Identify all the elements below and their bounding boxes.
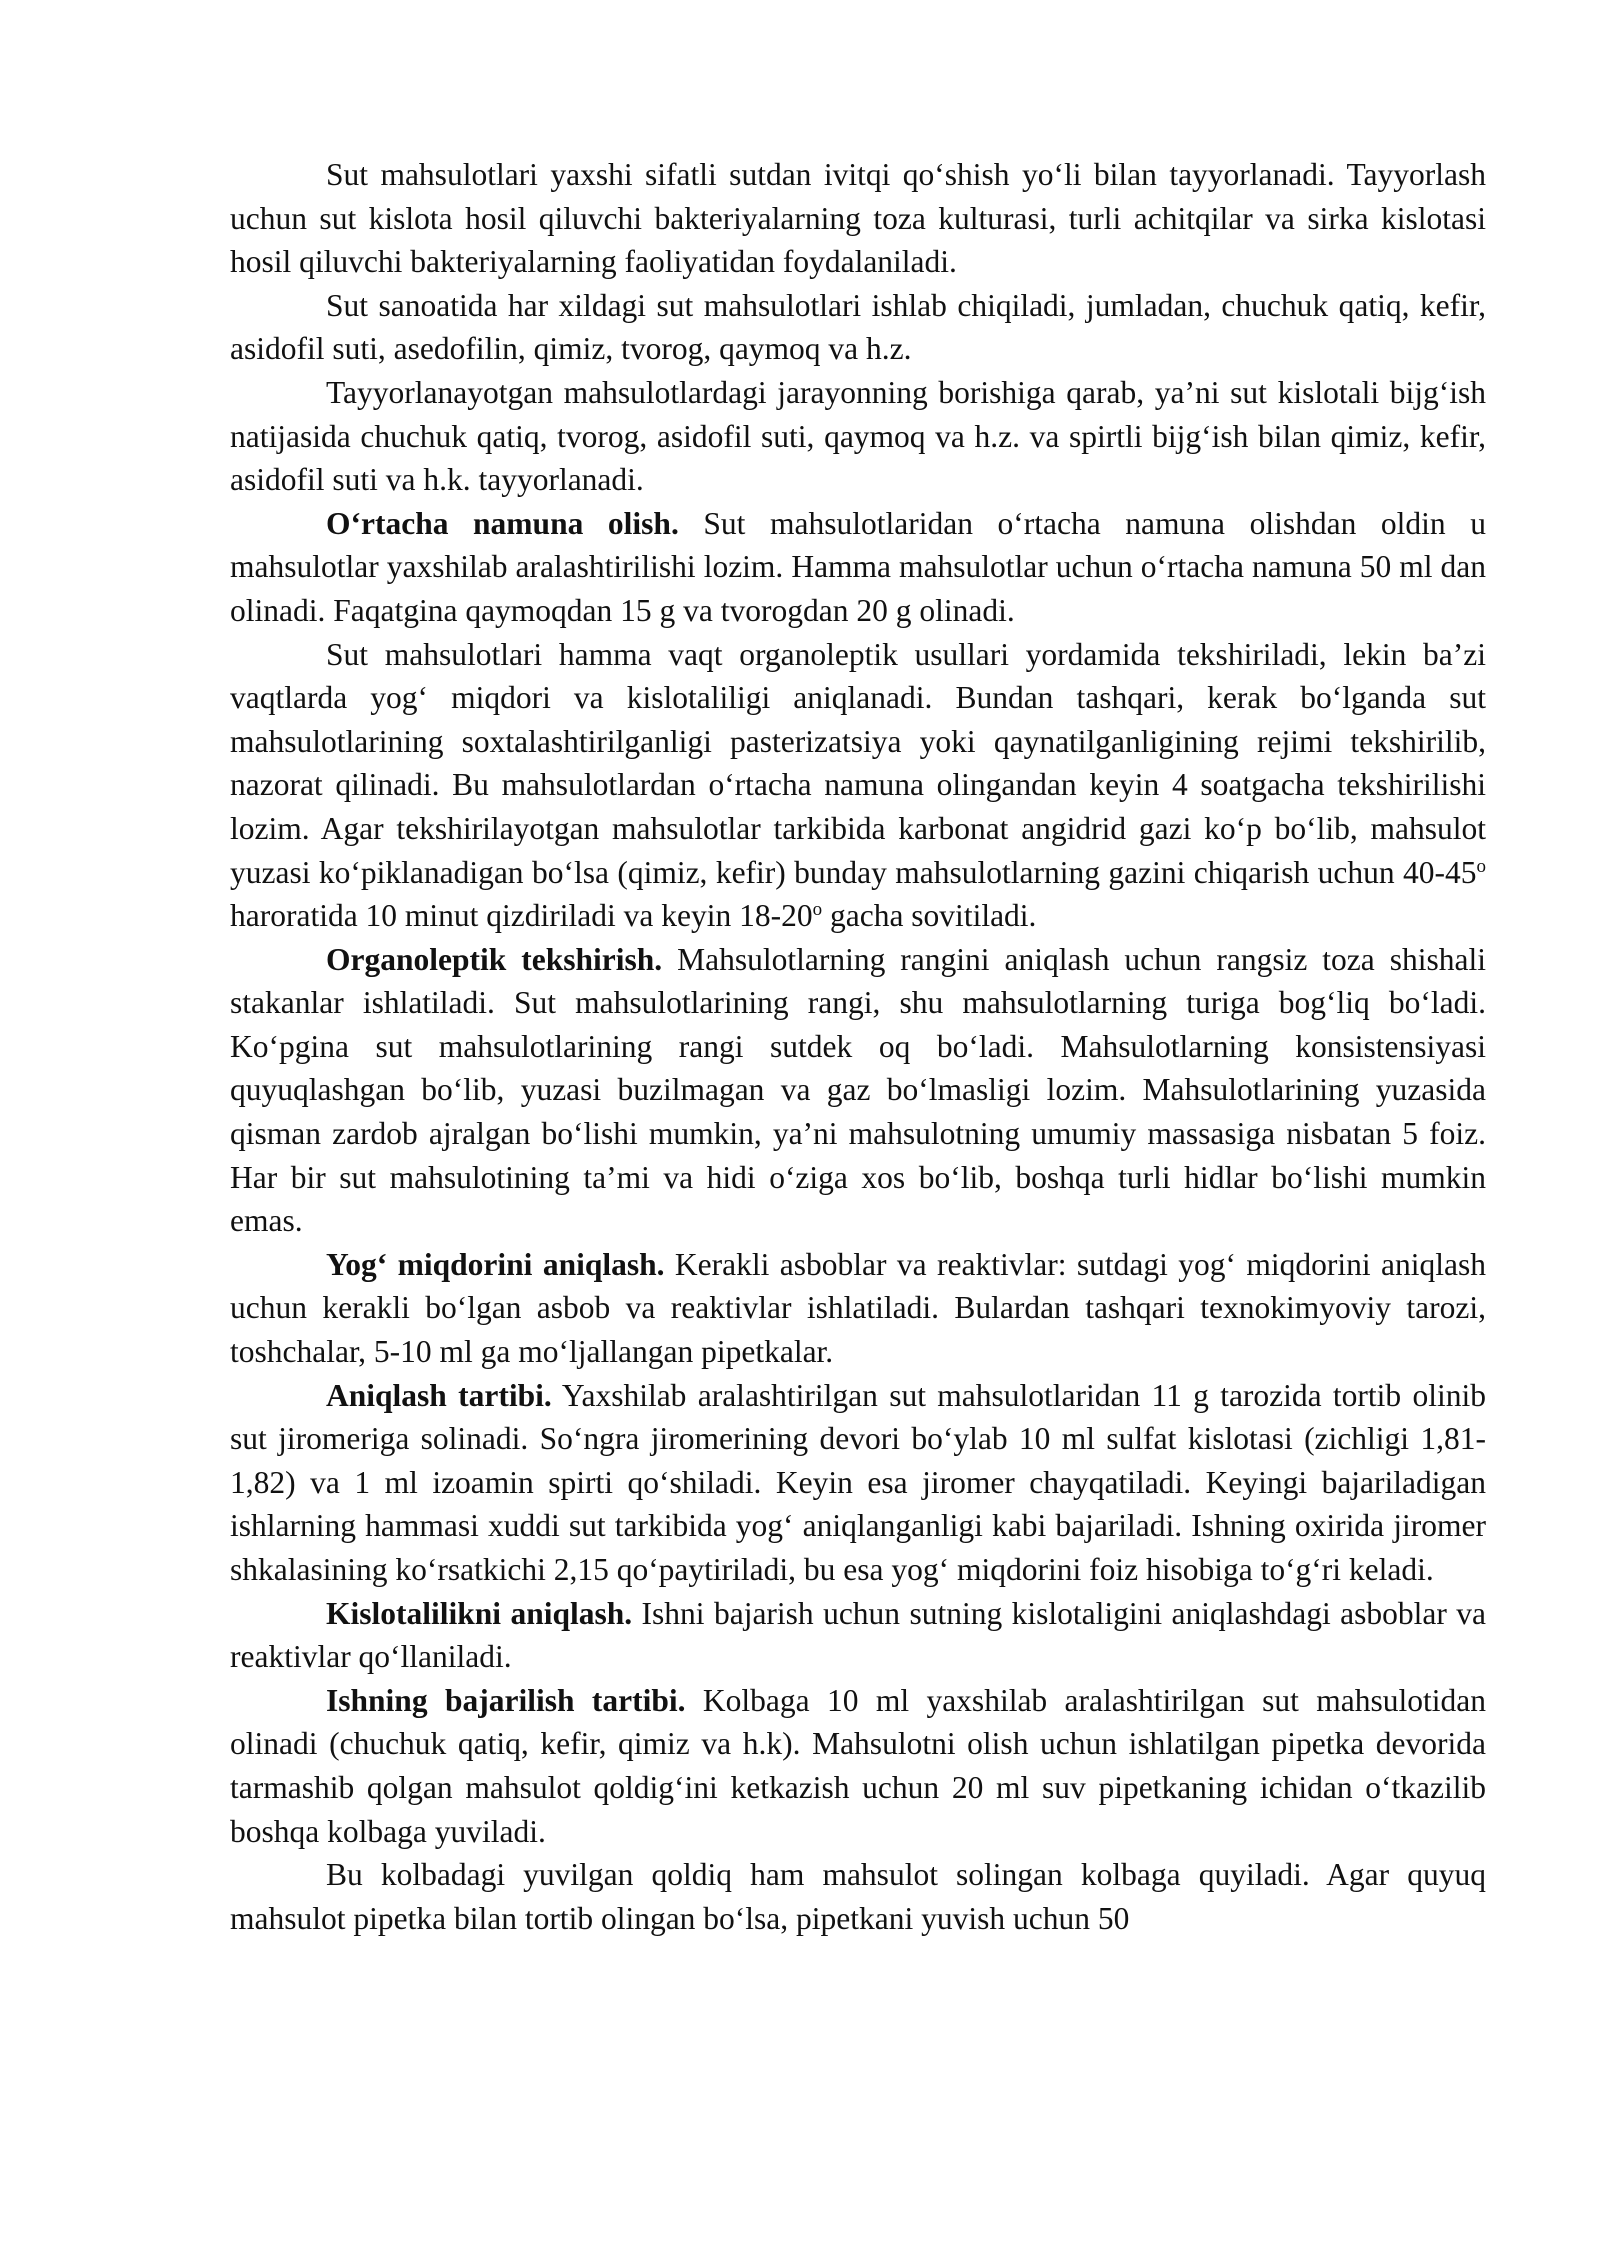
paragraph-text: Mahsulotlarning rangini aniqlash uchun rangsiz toza shishali stakanlar ishlatiladi. Sut mahsulotlarining rangi, shu mahsulotlarning turiga bog‘liq bo‘ladi. Ko‘pgina sut mahsulotlarining rangi sutdek oq bo‘ladi. Mahsulotlarning konsistensiyasi quyuqlashgan bo‘lib, yuzasi buzilmagan va gaz bo‘lmasligi lozim. Mahsulotlarining yuzasida qisman zardob ajralgan bo‘lishi mumkin, ya’ni mahsulotning umumiy massasiga nisbatan 5 foiz. Har bir sut mahsulotining ta’mi va hidi o‘ziga xos bo‘lib, boshqa turli hidlar bo‘lishi mumkin emas. bbox=[230, 941, 1486, 1239]
paragraph-intro bbox=[230, 153, 1486, 284]
paragraph-text: Sut mahsulotlari hamma vaqt organoleptik usullari yordamida tekshiriladi, lekin ba’zi vaqtlarda yog‘ miqdori va kislotaliligi aniqlanadi. Bundan tashqari, kerak bo‘lganda sut mahsulotlarining soxtalashtirilganligi pasterizatsiya yoki qaynatilganligining rejimi tekshirilib, nazorat qilinadi. Bu mahsulotlardan o‘rtacha namuna olingandan keyin 4 soatgacha tekshirilishi lozim. Agar tekshirilayotgan mahsulotlar tarkibida karbonat angidrid gazi ko‘p bo‘lib, mahsulot yuzasi ko‘piklanadigan bo‘lsa (qimiz, kefir) bunday mahsulotlarning gazini chiqarish uchun 40-45 bbox=[230, 636, 1486, 890]
section-heading: Yog‘ miqdorini aniqlash. bbox=[326, 1246, 665, 1282]
document-page bbox=[230, 153, 1486, 1940]
paragraph-work-procedure bbox=[230, 1679, 1486, 1853]
section-heading: Ishning bajarilish tartibi. bbox=[326, 1682, 686, 1718]
section-heading: Aniqlash tartibi. bbox=[326, 1377, 552, 1413]
section-heading: Organoleptik tekshirish. bbox=[326, 941, 663, 977]
paragraph-text: Sut mahsulotlari yaxshi sifatli sutdan ivitqi qo‘shish yo‘li bilan tayyorlanadi. Tayyorlash uchun sut kislota hosil qiluvchi bakteriyalarning toza kulturasi, turli achitqilar va sirka kislotasi hosil qiluvchi bakteriyalarning faoliyatidan foydalaniladi. bbox=[230, 157, 1486, 280]
degree-superscript: o bbox=[812, 899, 823, 921]
paragraph-average-sample bbox=[230, 502, 1486, 633]
paragraph-text: Sut mahsulotlaridan o‘rtacha namuna olishdan oldin u mahsulotlar yaxshilab aralashtirilishi lozim. Hamma mahsulotlar uchun o‘rtacha namuna 50 ml dan olinadi. Faqatgina qaymoqdan 15 g va tvorogdan 20 g olinadi. bbox=[230, 505, 1486, 628]
paragraph-text: Yaxshilab aralashtirilgan sut mahsulotlaridan 11 g tarozida tortib olinib sut jiromeriga solinadi. So‘ngra jiromerining devori bo‘ylab 10 ml sulfat kislotasi (zichligi 1,81-1,82) va 1 ml izoamin spirti qo‘shiladi. Keyin esa jiromer chayqatiladi. Keyingi bajariladigan ishlarning hammasi xuddi sut tarkibida yog‘ aniqlanganligi kabi bajariladi. Ishning oxirida jiromer shkalasining ko‘rsatkichi 2,15 qo‘paytiriladi, bu esa yog‘ miqdorini foiz hisobiga to‘g‘ri keladi. bbox=[230, 1377, 1486, 1587]
paragraph-fermentation bbox=[230, 371, 1486, 502]
paragraph-fat-content bbox=[230, 1243, 1486, 1374]
section-heading: Kislotalilikni aniqlash. bbox=[326, 1595, 633, 1631]
paragraph-determination-procedure bbox=[230, 1374, 1486, 1592]
paragraph-testing bbox=[230, 633, 1486, 938]
paragraph-text: Kerakli asboblar va reaktivlar: sutdagi yog‘ miqdorini aniqlash uchun kerakli bo‘lgan asbob va reaktivlar ishlatiladi. Bulardan tashqari texnokimyoviy tarozi, toshchalar, 5-10 ml ga mo‘ljallangan pipetkalar. bbox=[230, 1246, 1486, 1370]
section-heading: O‘rtacha namuna olish. bbox=[326, 505, 679, 541]
degree-superscript: o bbox=[1476, 855, 1486, 877]
paragraph-text: gacha sovitiladi. bbox=[822, 898, 1037, 934]
paragraph-products bbox=[230, 284, 1486, 371]
paragraph-text: haroratida 10 minut qizdiriladi va keyin 18-20 bbox=[230, 898, 813, 934]
paragraph-text: Bu kolbadagi yuvilgan qoldiq ham mahsulot solingan kolbaga quyiladi. Agar quyuq mahsulot pipetka bilan tortib olingan bo‘lsa, pipetkani yuvish uchun 50 bbox=[230, 1857, 1486, 1936]
paragraph-organoleptic bbox=[230, 938, 1486, 1243]
paragraph-text: Sut sanoatida har xildagi sut mahsulotlari ishlab chiqiladi, jumladan, chuchuk qatiq, kefir, asidofil suti, asedofilin, qimiz, tvorog, qaymoq va h.z. bbox=[230, 287, 1486, 367]
paragraph-rinse bbox=[230, 1853, 1486, 1940]
paragraph-text: Tayyorlanayotgan mahsulotlardagi jarayonning borishiga qarab, ya’ni sut kislotali bijg‘ish natijasida chuchuk qatiq, tvorog, asidofil suti, qaymoq va h.z. va spirtli bijg‘ish bilan qimiz, kefir, asidofil suti va h.k. tayyorlanadi. bbox=[230, 374, 1486, 498]
paragraph-acidity bbox=[230, 1592, 1486, 1679]
paragraph-text: Ishni bajarish uchun sutning kislotaligini aniqlashdagi asboblar va reaktivlar qo‘llaniladi. bbox=[230, 1595, 1486, 1675]
paragraph-text: Kolbaga 10 ml yaxshilab aralashtirilgan sut mahsulotidan olinadi (chuchuk qatiq, kefir, qimiz va h.k). Mahsulotni olish uchun ishlatilgan pipetka devorida tarmashib qolgan mahsulot qoldig‘ini ketkazish uchun 20 ml suv pipetkaning ichidan o‘tkazilib boshqa kolbaga yuviladi. bbox=[230, 1682, 1486, 1849]
